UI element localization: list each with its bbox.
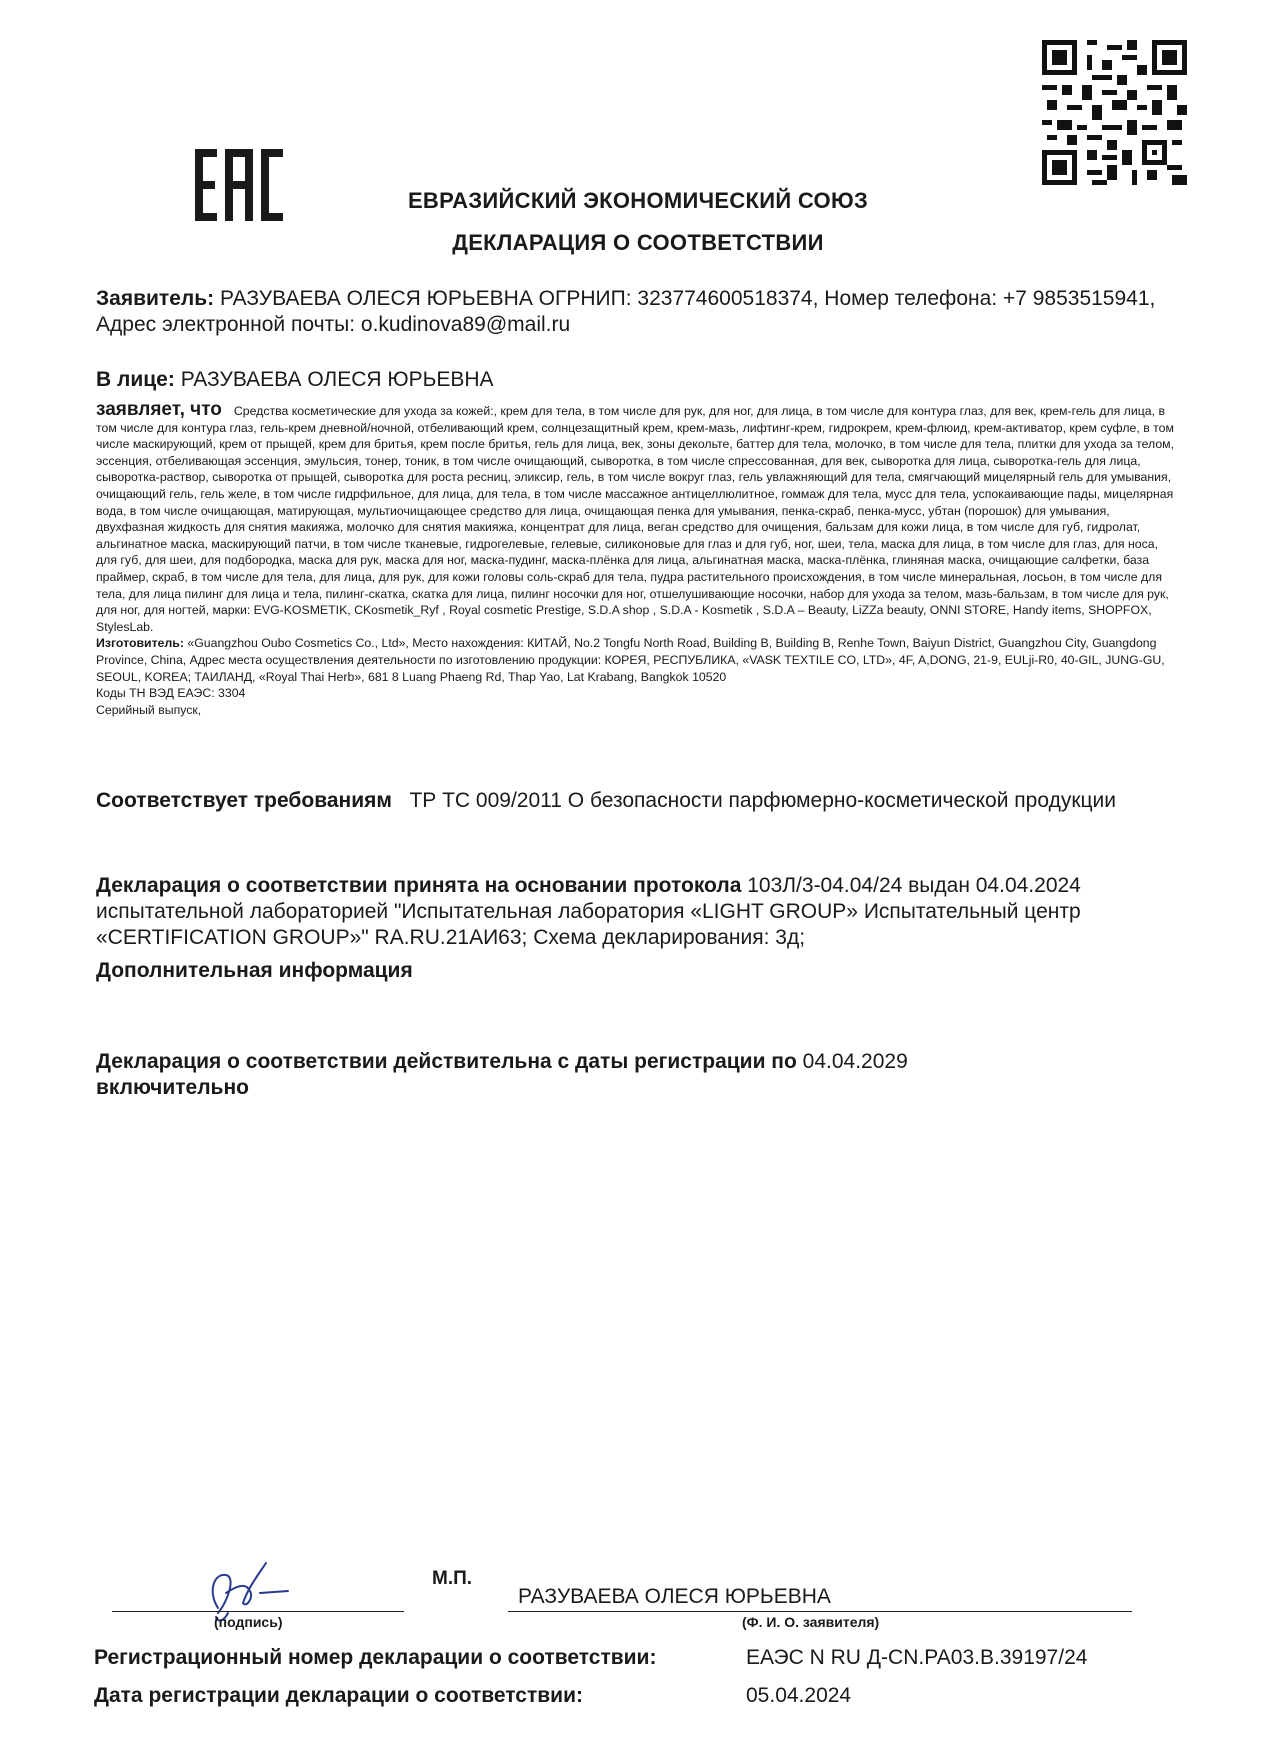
- fio-caption: (Ф. И. О. заявителя): [742, 1614, 880, 1630]
- applicant-fio: РАЗУВАЕВА ОЛЕСЯ ЮРЬЕВНА: [518, 1585, 831, 1608]
- codes-line: Коды ТН ВЭД ЕАЭС: 3304: [96, 686, 246, 701]
- stamp-place-label: М.П.: [432, 1568, 473, 1589]
- registration-date: 05.04.2024: [746, 1684, 852, 1707]
- serial-line: Серийный выпуск,: [96, 702, 202, 717]
- conformity-label: Соответствует требованиям: [96, 789, 392, 812]
- qr-code: [1042, 40, 1187, 185]
- registration-date-label: Дата регистрации декларации о соответствии:: [94, 1684, 583, 1707]
- applicant-label: Заявитель:: [96, 287, 215, 310]
- handwritten-signature: [188, 1553, 308, 1623]
- conformity-section: [96, 788, 1176, 814]
- in-face-text: РАЗУВАЕВА ОЛЕСЯ ЮРЬЕВНА: [180, 368, 494, 391]
- protocol-section: [96, 873, 1176, 951]
- declares-label: заявляет, что: [96, 399, 222, 420]
- fio-line: [508, 1611, 1132, 1612]
- signature-line: [112, 1611, 404, 1612]
- registration-number: ЕАЭС N RU Д-CN.РА03.В.39197/24: [746, 1646, 1088, 1669]
- validity-section: [96, 1049, 1176, 1101]
- manufacturer-line: [96, 635, 1176, 685]
- document-title: ДЕКЛАРАЦИЯ О СООТВЕТСТВИИ: [452, 230, 824, 255]
- products-text: Средства косметические для ухода за кожей:, крем для тела, в том числе для рук, для ног, для лица, в том числе для контура глаз, для век, крем-гель для лица, в том числе для контура глаз, гель-крем дневной/ночной, отбеливающий крем, солнцезащитный крем, крем-мазь, лифтинг-крем, гидрокрем, крем-флюид, крем-активатор, крем суфле, в том числе маскирующий, крем от прыщей, крем для бритья, крем после бритья, гель для лица, век, зоны декольте, баттер для тела, молочко, в том числе для тела, плитки для ухода за телом, эссенция, отбеливающая эссенция, эмульсия, тонер, тоник, в том числе очищающий, сыворотка, в том числе спрессованная, для век, сыворотка для лица, сыворотка-гель для лица, сыворотка-раствор, сыворотка от прыщей, сыворотка для роста ресниц, эликсир, гель, в том числе вокруг глаз, гель увлажняющий для тела, смягчающий мицелярный гель для умывания, очищающий гель, гель желе, в том числе гидрфильное, для лица, для тела, в том числе массажное антицеллюлитное, гоммаж для тела, мусс для тела, успокаивающие пады, мицелярная вода, в том числе очищающая, матирующая, мультиочищающее средство для лица, очищающая пенка для умывания, пенка-скраб, пенка-мусс, убтан (порошок) для умывания, двухфазная жидкость для снятия макияжа, молочко для снятия макияжа, концентрат для лица, веган средство для очищения, бальзам для кожи лица, в том числе для губ, гидролат, альгинатное маска, маскирующий патчи, в том числе тканевые, гидрогелевые, гелевые, силиконовые для глаз и для губ, ног, шеи, тела, маска для лица, в том числе для глаз, для носа, для губ, для шеи, для подбородка, маска для рук, маска для ног, маска-пудинг, маска-плёнка для лица, альгинатная маска, маска-плёнка, глиняная маска, очищающие салфетки, база праймер, скраб, в том числе для тела, для лица, для рук, для кожи головы соль-скраб для тела, пудра растительного происхождения, в том числе минеральная, лосьон, в том числе для тела, для лица пилинг для лица и тела, пилинг-скатка, скатка для лица, пилинг носочки для ног, отшелушивающие носочки, набор для ухода за телом, мазь-бальзам, в том числе для рук, для ног, для ногтей, марки: EVG-KOSMETIK, CKosmetik_Ryf , Royal cosmetic Prestige, S.D.A shop , S.D.A - Kosmetik , S.D.A – Beauty, LiZZa beauty, ONNI STORE, Handy items, SHOPFOX, StylesLab.: [96, 404, 1175, 634]
- validity-date: 04.04.2029: [802, 1050, 908, 1073]
- declares-section: [96, 399, 1176, 718]
- validity-suffix: включительно: [96, 1076, 249, 1099]
- in-face-section: [96, 367, 1176, 393]
- protocol-label: Декларация о соответствии принята на основании протокола: [96, 874, 742, 897]
- protocol-text: 103Л/3-04.04/24 выдан 04.04.2024 испытательной лабораторией "Испытательная лаборатория «LIGHT GROUP» Испытательный центр «CERTIFICATION GROUP»" RA.RU.21АИ63; Схема декларирования: 3д;: [96, 874, 1081, 949]
- applicant-text: РАЗУВАЕВА ОЛЕСЯ ЮРЬЕВНА ОГРНИП: 323774600518374, Номер телефона: +7 9853515941, Адрес электронной почты: o.kudinova89@mail.ru: [96, 287, 1156, 336]
- union-title: ЕВРАЗИЙСКИЙ ЭКОНОМИЧЕСКИЙ СОЮЗ: [407, 188, 869, 213]
- in-face-label: В лице:: [96, 368, 175, 391]
- validity-label: Декларация о соответствии действительна с даты регистрации по: [96, 1050, 797, 1073]
- registration-number-label: Регистрационный номер декларации о соответствии:: [94, 1646, 657, 1669]
- manufacturer-text: «Guangzhou Oubo Cosmetics Co., Ltd», Место нахождения: КИТАЙ, No.2 Tongfu North Road, Building B, Building B, Renhe Town, Baiyun District, Guangzhou City, Guangdong Province, China, Адрес места осуществления деятельности по изготовлению продукции: КОРЕЯ, РЕСПУБЛИКА, «VASK TEXTILE CO, LTD», 4F, A,DONG, 21-9, EULji-R0, 40-GIL, JUNG-GU, SEOUL, KOREA; ТАИЛАНД, «Royal Thai Herb», 681 8 Luang Phaeng Rd, Thap Yao, Lat Krabang, Bangkok 10520: [96, 636, 1165, 684]
- applicant-section: [96, 286, 1176, 338]
- manufacturer-label: Изготовитель:: [96, 636, 184, 651]
- signature-caption: (подпись): [214, 1614, 283, 1630]
- conformity-text: ТР ТС 009/2011 О безопасности парфюмерно-косметической продукции: [409, 789, 1117, 812]
- additional-info-label: Дополнительная информация: [96, 959, 413, 982]
